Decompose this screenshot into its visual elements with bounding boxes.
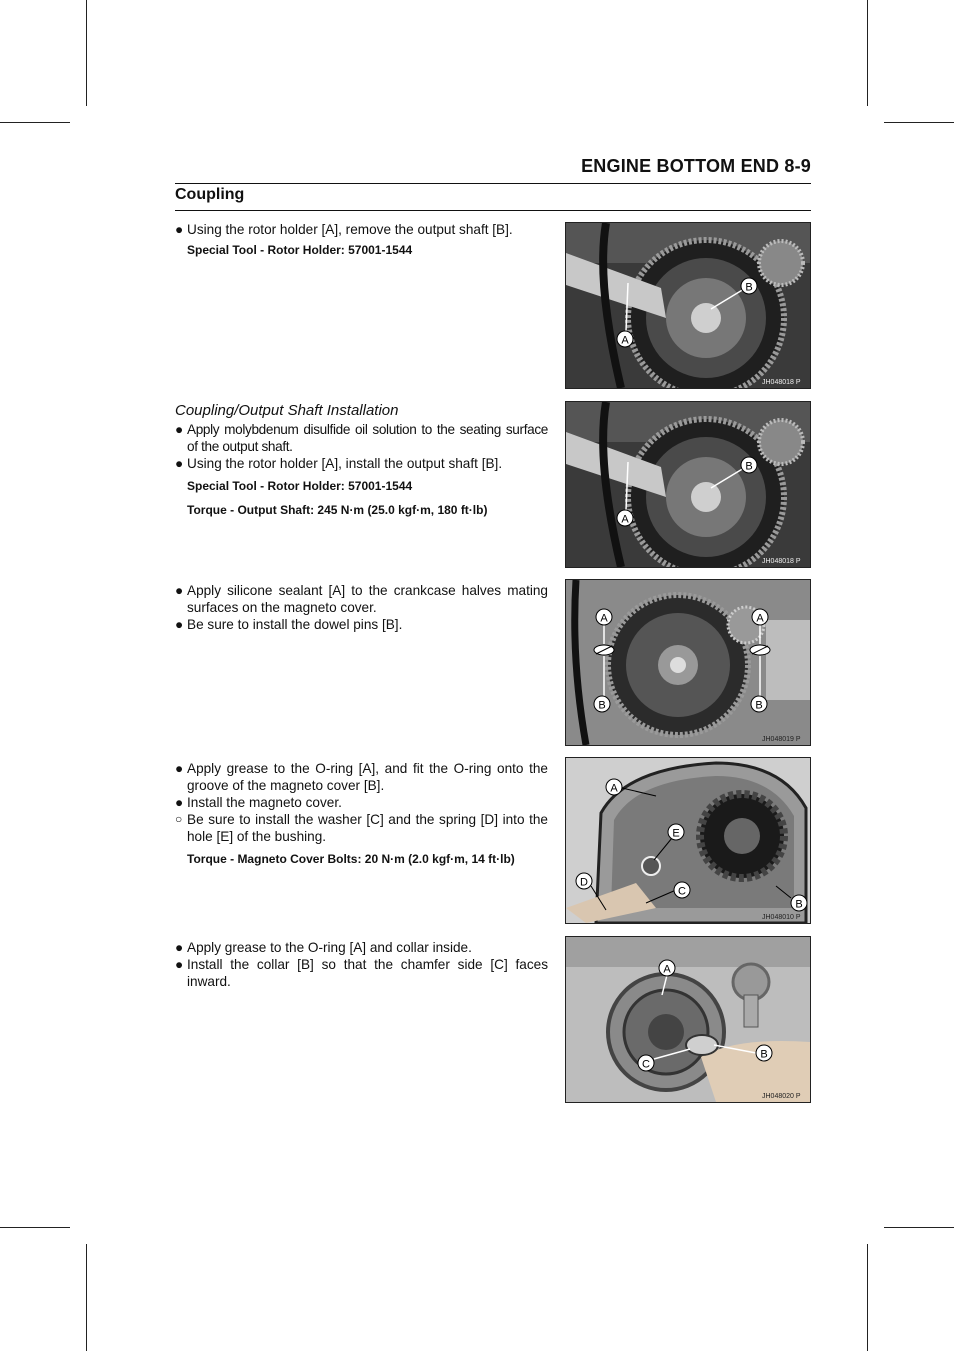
bullet-icon: ● — [175, 422, 184, 437]
bullet-icon: ● — [175, 957, 184, 972]
figure-code: JH048018 P — [762, 558, 801, 565]
callout-label: A — [600, 612, 608, 625]
photo-magneto-cover — [565, 757, 811, 924]
section-rule — [175, 210, 811, 211]
callout-label: D — [580, 876, 588, 889]
bullet-item: ● Apply molybdenum disulfide oil solution to the seating surface of the output shaft. — [175, 422, 548, 454]
figure-code: JH048010 P — [762, 914, 801, 921]
callout-label: A — [621, 513, 629, 526]
photo-rotor-holder-install — [565, 401, 811, 568]
special-tool: Special Tool - Rotor Holder: 57001-1544 — [187, 479, 413, 493]
bullet-icon: ● — [175, 222, 184, 237]
instruction-block-4 — [175, 760, 548, 875]
callout-label: A — [663, 963, 671, 976]
crop-mark — [867, 1244, 868, 1351]
bullet-item: ● Using the rotor holder [A], install the output shaft [B]. — [175, 456, 503, 471]
callout-label: A — [756, 612, 764, 625]
crop-mark — [867, 0, 868, 106]
figure-code: JH048019 P — [762, 736, 801, 743]
bullet-icon: ● — [175, 761, 184, 776]
instruction-block-3 — [175, 582, 548, 633]
bullet-item: ● Apply grease to the O-ring [A] and collar inside. — [175, 940, 472, 955]
bullet-item: ● Be sure to install the dowel pins [B]. — [175, 617, 403, 632]
page-header: ENGINE BOTTOM END 8-9 — [581, 156, 811, 176]
callout-label: B — [598, 699, 606, 712]
callout-label: B — [795, 898, 803, 911]
callout-label: E — [672, 827, 680, 840]
sub-item: ○ Be sure to install the washer [C] and the spring [D] into the hole [E] of the bushing. — [175, 812, 548, 844]
callout-label: A — [610, 782, 618, 795]
crop-mark — [0, 122, 70, 123]
callout-label: B — [755, 699, 763, 712]
bullet-item: ● Apply silicone sealant [A] to the crankcase halves mating surfaces on the magneto cover. — [175, 583, 548, 615]
bullet-item: ● Using the rotor holder [A], remove the output shaft [B]. — [175, 222, 513, 237]
callout-label: C — [642, 1058, 650, 1071]
instruction-block-1 — [175, 221, 548, 266]
crop-mark — [86, 1244, 87, 1351]
bullet-icon: ● — [175, 940, 184, 955]
crop-mark — [884, 122, 954, 123]
callout-label: B — [745, 460, 753, 473]
circle-bullet-icon: ○ — [175, 812, 183, 826]
figure-code: JH048020 P — [762, 1093, 801, 1100]
subsection-heading: Coupling/Output Shaft Installation — [175, 402, 399, 419]
callout-label: B — [745, 281, 753, 294]
photo-rotor-holder-removal — [565, 222, 811, 389]
bullet-item: ● Install the magneto cover. — [175, 795, 342, 810]
photo-oring-collar — [565, 936, 811, 1103]
section-title: Coupling — [175, 186, 245, 203]
torque-spec: Torque - Magneto Cover Bolts: 20 N·m (2.0 kgf·m, 14 ft·lb) — [187, 852, 515, 866]
bullet-icon: ● — [175, 795, 184, 810]
figure-code: JH048018 P — [762, 379, 801, 386]
instruction-block-5 — [175, 939, 548, 990]
crop-mark — [0, 1227, 70, 1228]
bullet-icon: ● — [175, 583, 184, 598]
callout-label: A — [621, 334, 629, 347]
bullet-icon: ● — [175, 617, 184, 632]
callout-label: C — [678, 885, 686, 898]
photo-sealant-dowel-pins — [565, 579, 811, 746]
torque-spec: Torque - Output Shaft: 245 N·m (25.0 kgf·m, 180 ft·lb) — [187, 503, 488, 517]
bullet-item: ● Install the collar [B] so that the chamfer side [C] faces inward. — [175, 957, 548, 989]
instruction-block-2 — [175, 402, 548, 526]
bullet-item: ● Apply grease to the O-ring [A], and fit the O-ring onto the groove of the magneto cover [B]. — [175, 761, 548, 793]
crop-mark — [86, 0, 87, 106]
callout-label: B — [760, 1048, 768, 1061]
crop-mark — [884, 1227, 954, 1228]
bullet-icon: ● — [175, 456, 184, 471]
special-tool: Special Tool - Rotor Holder: 57001-1544 — [187, 243, 413, 257]
header-rule — [175, 183, 811, 184]
